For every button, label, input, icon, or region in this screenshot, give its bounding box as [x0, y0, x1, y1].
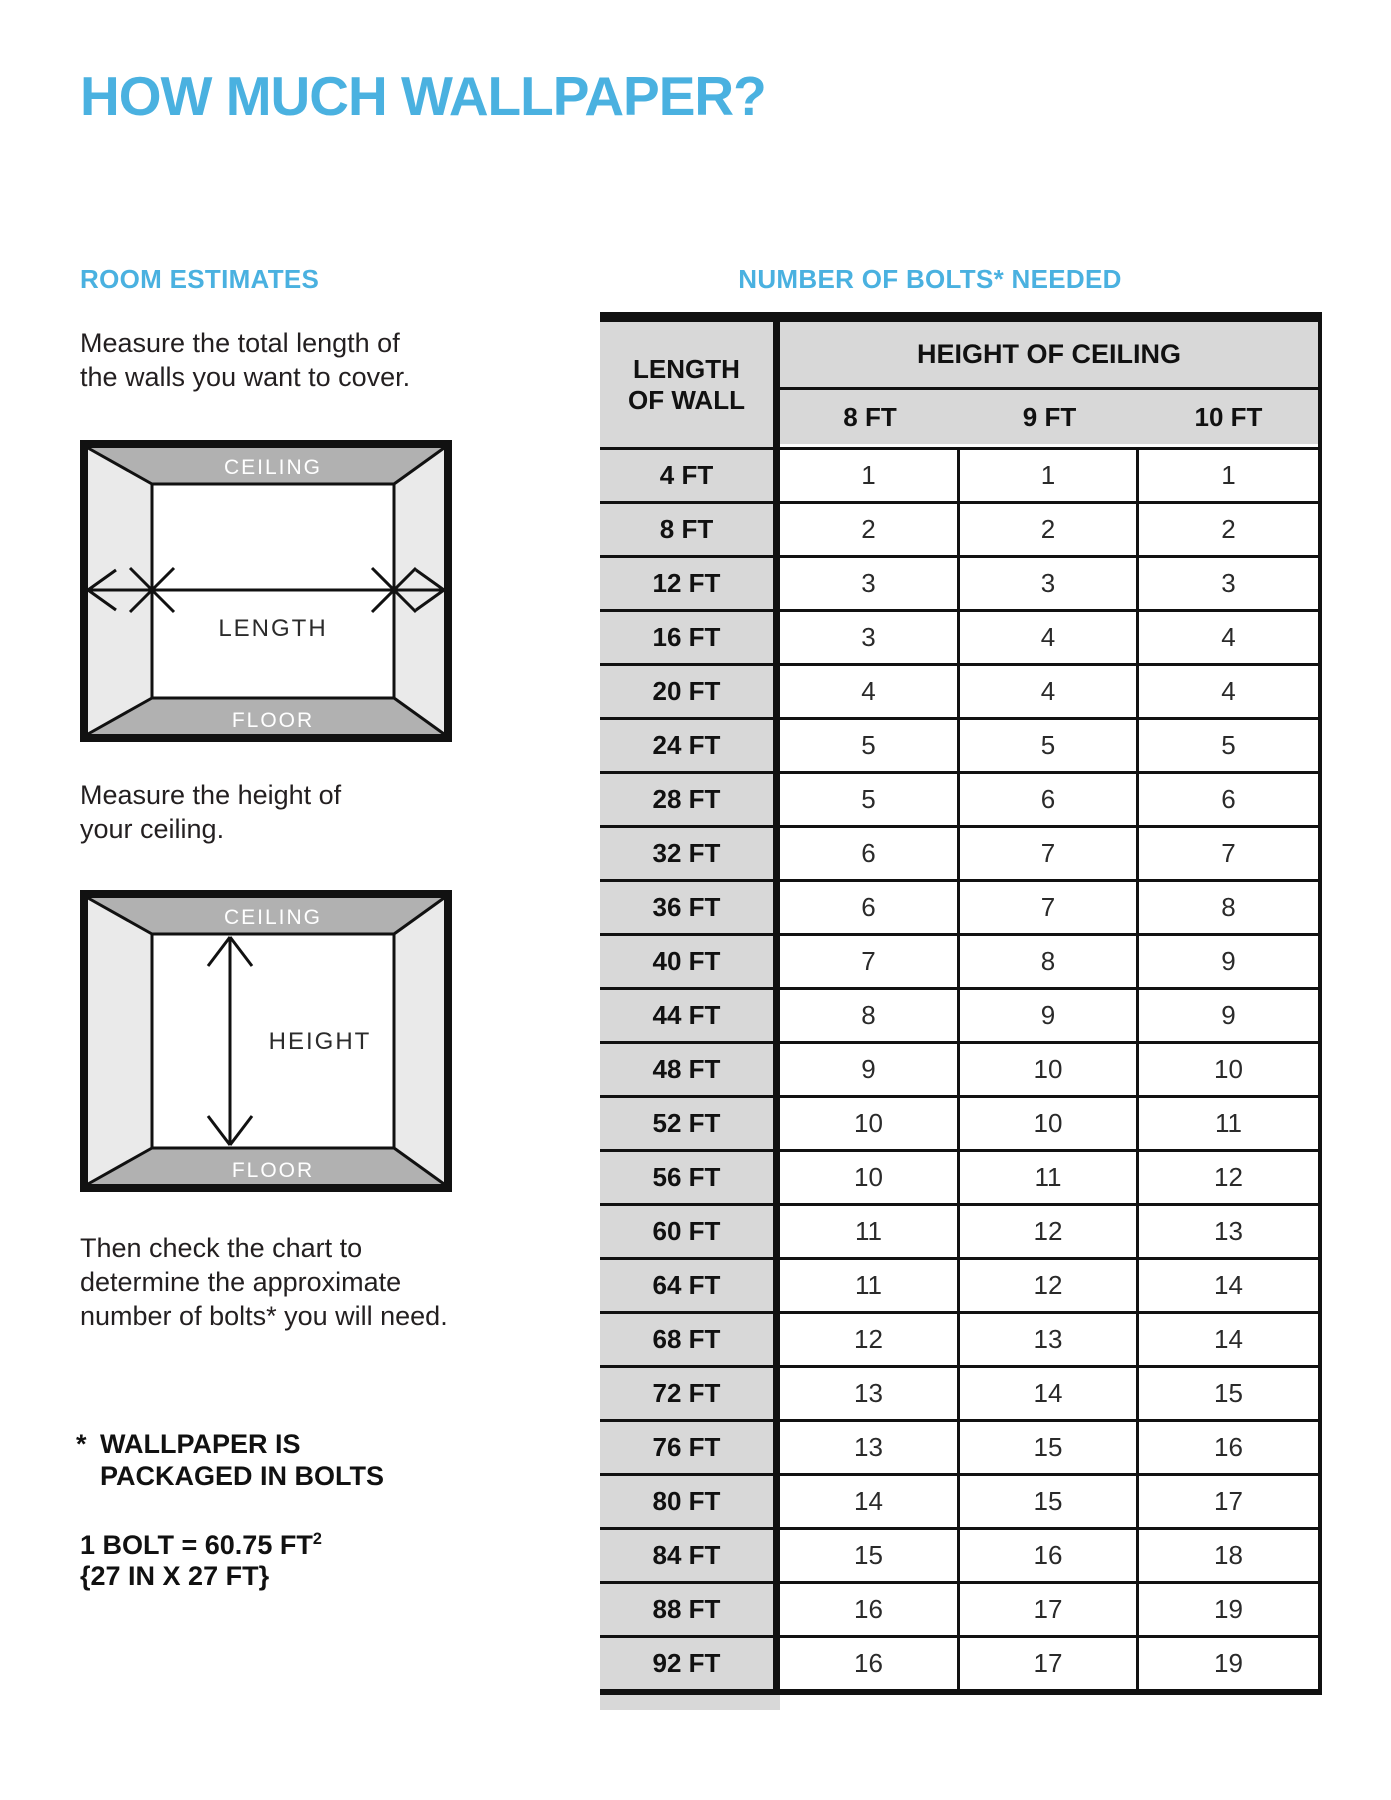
asterisk: * — [76, 1429, 87, 1459]
bolts-needed-heading: NUMBER OF BOLTS* NEEDED — [738, 264, 1122, 294]
cell-9ft: 10 — [960, 1098, 1139, 1149]
cell-9ft: 3 — [960, 558, 1139, 609]
cell-9ft: 14 — [960, 1368, 1139, 1419]
cell-10ft: 14 — [1139, 1314, 1322, 1365]
row-label: 84 FT — [600, 1530, 780, 1581]
cell-8ft: 9 — [780, 1044, 960, 1095]
cell-8ft: 5 — [780, 774, 960, 825]
cell-8ft: 16 — [780, 1584, 960, 1635]
cell-10ft: 1 — [1139, 450, 1322, 501]
row-label: 32 FT — [600, 828, 780, 879]
floor-label: FLOOR — [231, 709, 315, 732]
cell-10ft: 4 — [1139, 666, 1322, 717]
cell-9ft: 10 — [960, 1044, 1139, 1095]
row-label: 36 FT — [600, 882, 780, 933]
col-header-length-of-wall: LENGTH OF WALL — [600, 322, 780, 447]
cell-8ft: 6 — [780, 828, 960, 879]
height-label: HEIGHT — [268, 1028, 372, 1055]
cell-8ft: 15 — [780, 1530, 960, 1581]
ceiling-label: CEILING — [223, 456, 323, 479]
room-length-diagram — [80, 440, 452, 742]
cell-10ft: 9 — [1139, 936, 1322, 987]
cell-8ft: 7 — [780, 936, 960, 987]
col-header-9ft: 9 FT — [1022, 401, 1077, 432]
cell-8ft: 12 — [780, 1314, 960, 1365]
cell-10ft: 7 — [1139, 828, 1322, 879]
cell-9ft: 4 — [960, 666, 1139, 717]
table-header — [600, 322, 1322, 447]
row-label: 20 FT — [600, 666, 780, 717]
row-label: 80 FT — [600, 1476, 780, 1527]
cell-10ft: 19 — [1139, 1638, 1322, 1689]
cell-10ft: 18 — [1139, 1530, 1322, 1581]
cell-10ft: 5 — [1139, 720, 1322, 771]
table-row — [600, 1041, 1322, 1095]
cell-9ft: 6 — [960, 774, 1139, 825]
cell-10ft: 3 — [1139, 558, 1322, 609]
cell-9ft: 9 — [960, 990, 1139, 1041]
table-row — [600, 1149, 1322, 1203]
text-line: your ceiling. — [80, 814, 225, 844]
cell-8ft: 14 — [780, 1476, 960, 1527]
instruction-check-chart — [80, 1231, 448, 1333]
bolt-dimensions: {27 IN X 27 FT} — [80, 1561, 270, 1591]
table-row — [600, 987, 1322, 1041]
ceiling-label: CEILING — [223, 906, 323, 929]
row-label: 16 FT — [600, 612, 780, 663]
room-estimates-heading: ROOM ESTIMATES — [80, 264, 320, 294]
cell-9ft: 7 — [960, 882, 1139, 933]
cell-9ft: 5 — [960, 720, 1139, 771]
row-label: 24 FT — [600, 720, 780, 771]
cell-10ft: 4 — [1139, 612, 1322, 663]
text-line: number of bolts* you will need. — [80, 1301, 448, 1331]
table-row — [600, 933, 1322, 987]
length-label: LENGTH — [218, 615, 328, 642]
cell-9ft: 4 — [960, 612, 1139, 663]
table-row — [600, 1419, 1322, 1473]
bolts-table — [600, 312, 1322, 1710]
table-body — [600, 447, 1322, 1695]
table-row — [600, 1257, 1322, 1311]
cell-9ft: 16 — [960, 1530, 1139, 1581]
row-label: 68 FT — [600, 1314, 780, 1365]
table-row — [600, 1203, 1322, 1257]
cell-9ft: 12 — [960, 1260, 1139, 1311]
cell-10ft: 6 — [1139, 774, 1322, 825]
table-row — [600, 555, 1322, 609]
row-label: 76 FT — [600, 1422, 780, 1473]
cell-9ft: 1 — [960, 450, 1139, 501]
cell-8ft: 8 — [780, 990, 960, 1041]
table-row — [600, 663, 1322, 717]
row-label: 4 FT — [600, 450, 780, 501]
cell-9ft: 17 — [960, 1584, 1139, 1635]
cell-8ft: 2 — [780, 504, 960, 555]
room-height-diagram — [80, 890, 452, 1192]
cell-8ft: 10 — [780, 1152, 960, 1203]
row-label: 40 FT — [600, 936, 780, 987]
footnote-text — [100, 1428, 384, 1492]
cell-10ft: 19 — [1139, 1584, 1322, 1635]
cell-8ft: 3 — [780, 558, 960, 609]
cell-10ft: 14 — [1139, 1260, 1322, 1311]
text-line: Measure the height of — [80, 780, 342, 810]
table-row — [600, 1635, 1322, 1689]
text-line: Then check the chart to — [80, 1233, 363, 1263]
cell-9ft: 2 — [960, 504, 1139, 555]
cell-8ft: 13 — [780, 1422, 960, 1473]
table-row — [600, 1527, 1322, 1581]
table-row — [600, 717, 1322, 771]
cell-10ft: 15 — [1139, 1368, 1322, 1419]
text-line: the walls you want to cover. — [80, 362, 411, 392]
cell-9ft: 17 — [960, 1638, 1139, 1689]
cell-8ft: 16 — [780, 1638, 960, 1689]
table-row — [600, 1581, 1322, 1635]
floor-label: FLOOR — [231, 1159, 315, 1182]
cell-8ft: 11 — [780, 1206, 960, 1257]
cell-8ft: 3 — [780, 612, 960, 663]
table-row — [600, 1311, 1322, 1365]
table-row — [600, 1095, 1322, 1149]
cell-9ft: 11 — [960, 1152, 1139, 1203]
table-row — [600, 1473, 1322, 1527]
page-title: HOW MUCH WALLPAPER? — [80, 65, 766, 127]
table-row — [600, 879, 1322, 933]
text-line: PACKAGED IN BOLTS — [100, 1461, 385, 1491]
col-header-10ft: 10 FT — [1194, 401, 1263, 432]
row-label: 56 FT — [600, 1152, 780, 1203]
right-wall — [394, 898, 444, 1184]
left-wall — [88, 898, 152, 1184]
col-header-8ft: 8 FT — [843, 401, 897, 432]
cell-8ft: 13 — [780, 1368, 960, 1419]
bolts-footnote — [76, 1428, 384, 1492]
cell-8ft: 11 — [780, 1260, 960, 1311]
table-row — [600, 447, 1322, 501]
cell-8ft: 4 — [780, 666, 960, 717]
row-label: 48 FT — [600, 1044, 780, 1095]
cell-8ft: 10 — [780, 1098, 960, 1149]
cell-10ft: 13 — [1139, 1206, 1322, 1257]
cell-10ft: 12 — [1139, 1152, 1322, 1203]
text-line: WALLPAPER IS — [100, 1429, 301, 1459]
table-row — [600, 1365, 1322, 1419]
cell-9ft: 15 — [960, 1476, 1139, 1527]
text-line: Measure the total length of — [80, 328, 400, 358]
cell-10ft: 9 — [1139, 990, 1322, 1041]
cell-10ft: 17 — [1139, 1476, 1322, 1527]
row-label: 44 FT — [600, 990, 780, 1041]
row-label: 64 FT — [600, 1260, 780, 1311]
cell-10ft: 16 — [1139, 1422, 1322, 1473]
text-line: determine the approximate — [80, 1267, 402, 1297]
table-row — [600, 501, 1322, 555]
cell-10ft: 2 — [1139, 504, 1322, 555]
cell-9ft: 12 — [960, 1206, 1139, 1257]
superscript-2: 2 — [312, 1530, 322, 1548]
col-group-header-height-of-ceiling: HEIGHT OF CEILING — [780, 322, 1318, 390]
row-label: 60 FT — [600, 1206, 780, 1257]
table-row — [600, 609, 1322, 663]
cell-9ft: 15 — [960, 1422, 1139, 1473]
bolt-equation: 1 BOLT = 60.75 FT — [80, 1530, 313, 1560]
cell-10ft: 8 — [1139, 882, 1322, 933]
cell-10ft: 10 — [1139, 1044, 1322, 1095]
row-label: 8 FT — [600, 504, 780, 555]
table-row — [600, 825, 1322, 879]
bolt-definition — [80, 1524, 322, 1592]
cell-10ft: 11 — [1139, 1098, 1322, 1149]
cell-9ft: 8 — [960, 936, 1139, 987]
instruction-measure-height — [80, 778, 341, 846]
row-label: 88 FT — [600, 1584, 780, 1635]
row-label: 12 FT — [600, 558, 780, 609]
instruction-measure-length — [80, 326, 410, 394]
table-footer-stub — [600, 1695, 780, 1710]
cell-9ft: 7 — [960, 828, 1139, 879]
ceiling-header-group — [780, 322, 1322, 447]
row-label: 52 FT — [600, 1098, 780, 1149]
cell-9ft: 13 — [960, 1314, 1139, 1365]
row-label: 28 FT — [600, 774, 780, 825]
row-label: 72 FT — [600, 1368, 780, 1419]
cell-8ft: 1 — [780, 450, 960, 501]
table-top-border — [600, 312, 1322, 322]
cell-8ft: 5 — [780, 720, 960, 771]
cell-8ft: 6 — [780, 882, 960, 933]
row-label: 92 FT — [600, 1638, 780, 1689]
ceiling-subheaders — [780, 390, 1318, 444]
table-row — [600, 771, 1322, 825]
